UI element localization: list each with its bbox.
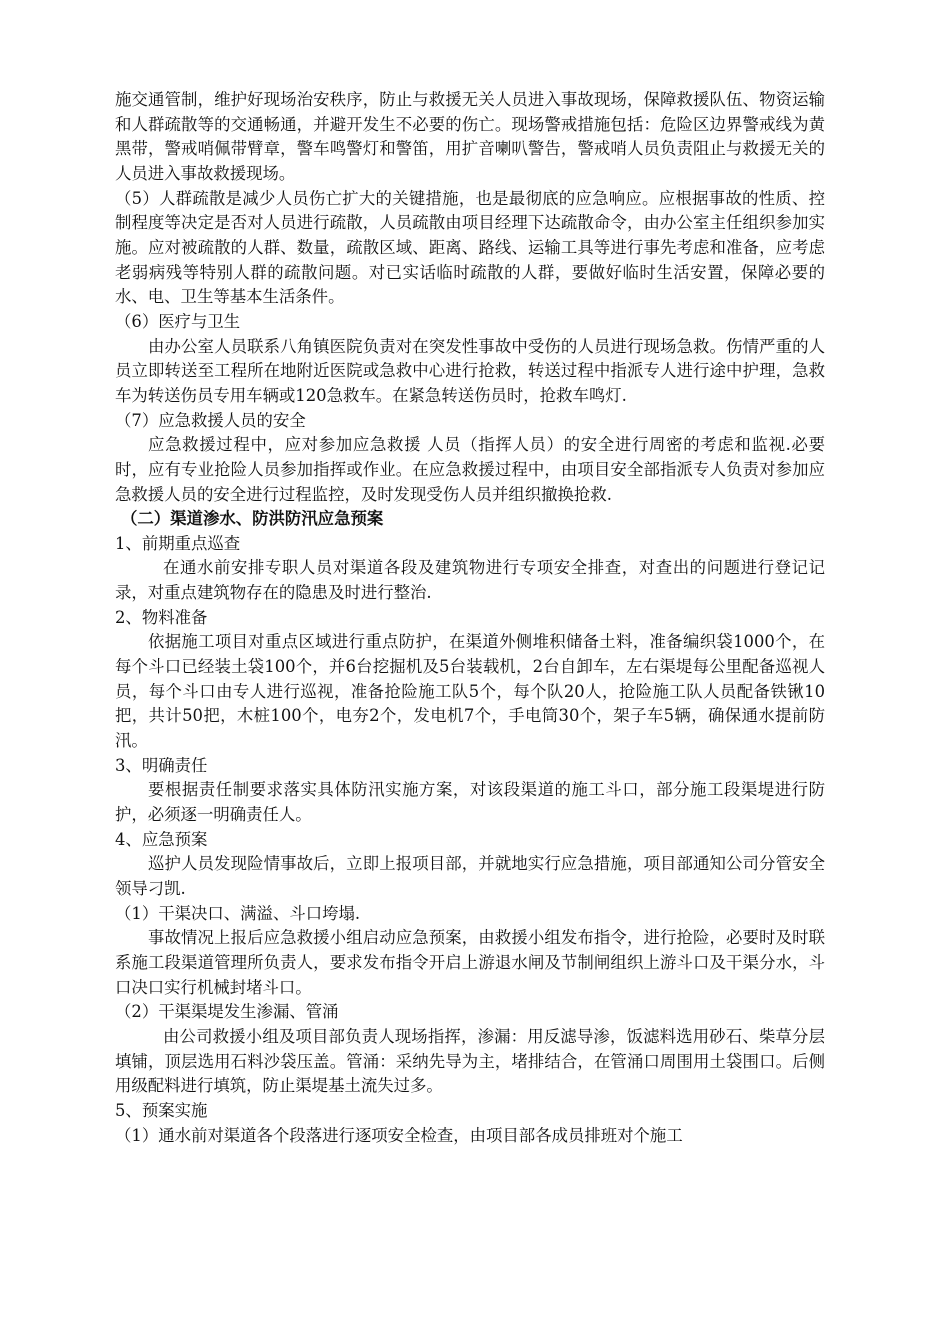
paragraph-emergency-plan: 巡护人员发现险情事故后，立即上报项目部，并就地实行应急措施，项目部通知公司分管安全领导刁凯. <box>115 854 825 898</box>
paragraph-responsibility: 要根据责任制要求落实具体防汛实施方案，对该段渠道的施工斗口，部分施工段渠堤进行防护，必须逐一明确责任人。 <box>115 780 825 825</box>
paragraph-traffic-control: 施交通管制，维护好现场治安秩序，防止与救援无关人员进入事故现场，保障救援队伍、物资运输和人群疏散等的交通畅通，并避开发生不必要的伤亡。现场警戒措施包括：危险区边界警戒线为黄黑带，警戒哨佩带臂章，警车鸣警灯和警笛，用扩音喇叭警告，警戒哨人员负责阻止与救援无关的人员进入事故救援现场。 <box>115 90 825 183</box>
item-rescuer-safety: （7）应急救援人员的安全 <box>115 410 306 430</box>
paragraph-breach: 事故情况上报后应急救援小组启动应急预案，由救援小组发布指令，进行抢险，必要时及时联系施工段渠道管理所负责人，要求发布指令开启上游退水闸及节制闸组织上游斗口及干渠分水，斗口决口实行机械封堵斗口。 <box>115 928 825 997</box>
item-breach: （1）干渠决口、满溢、斗口垮塌. <box>115 903 361 923</box>
paragraph-materials: 依据施工项目对重点区域进行重点防护，在渠道外侧堆积储备土料，准备编织袋1000个，在每个斗口已经装土袋100个，并6台挖掘机及5台装载机，2台自卸车，左右渠堤每公里配备巡视人员，每个斗口由专人进行巡视，准备抢险施工队5个，每个队20人，抢险施工队人员配备铁锹10把，共计50把，木桩100个，电夯2个，发电机7个，手电筒30个，架子车5辆，确保通水提前防汛。 <box>115 632 825 751</box>
item-seepage: （2）干渠渠堤发生渗漏、管涌 <box>115 1002 339 1022</box>
paragraph-medical: 由办公室人员联系八角镇医院负责对在突发性事故中受伤的人员进行现场急救。伤情严重的人员立即转送至工程所在地附近医院或急救中心进行抢救，转送过程中指派专人进行途中护理，急救车为转送伤员专用车辆或120急救车。在紧急转送伤员时，抢救车鸣灯. <box>115 336 825 405</box>
paragraph-rescuer-safety: 应急救援过程中，应对参加应急救援 人员（指挥人员）的安全进行周密的考虑和监视.必要时，应有专业抢险人员参加指挥或作业。在应急救援过程中，由项目安全部指派专人负责对参加应急救援人员的安全进行过程监控，及时发现受伤人员并组织撤换抢救. <box>115 435 825 504</box>
item-implementation: 5、预案实施 <box>115 1100 208 1120</box>
paragraph-implementation: （1）通水前对渠道各个段落进行逐项安全检查，由项目部各成员排班对个施工 <box>115 1125 683 1145</box>
section-heading: （二）渠道渗水、防洪防汛应急预案 <box>121 509 384 529</box>
paragraph-inspection: 在通水前安排专职人员对渠道各段及建筑物进行专项安全排查，对查出的问题进行登记记录，对重点建筑物存在的隐患及时进行整治. <box>115 558 825 603</box>
item-medical: （6）医疗与卫生 <box>115 311 241 331</box>
item-responsibility: 3、明确责任 <box>115 755 208 775</box>
document-body <box>115 88 825 1148</box>
item-inspection: 1、前期重点巡查 <box>115 533 241 553</box>
item-emergency-plan: 4、应急预案 <box>115 829 208 849</box>
paragraph-evacuation: （5）人群疏散是减少人员伤亡扩大的关键措施，也是最彻底的应急响应。应根据事故的性质、控制程度等决定是否对人员进行疏散，人员疏散由项目经理下达疏散命令，由办公室主任组织参加实施。应对被疏散的人群、数量，疏散区域、距离、路线、运输工具等进行事先考虑和准备，应考虑老弱病残等特别人群的疏散问题。对已实话临时疏散的人群，要做好临时生活安置，保障必要的水、电、卫生等基本生活条件。 <box>115 188 825 307</box>
paragraph-seepage: 由公司救援小组及项目部负责人现场指挥，渗漏：用反滤导渗，饭滤料选用砂石、柴草分层填铺，顶层选用石料沙袋压盖。管涌：采纳先导为主，堵排结合，在管涌口周围用土袋围口。后侧用级配料进行填筑，防止渠堤基土流失过多。 <box>115 1026 825 1096</box>
item-materials: 2、物料准备 <box>115 607 208 627</box>
